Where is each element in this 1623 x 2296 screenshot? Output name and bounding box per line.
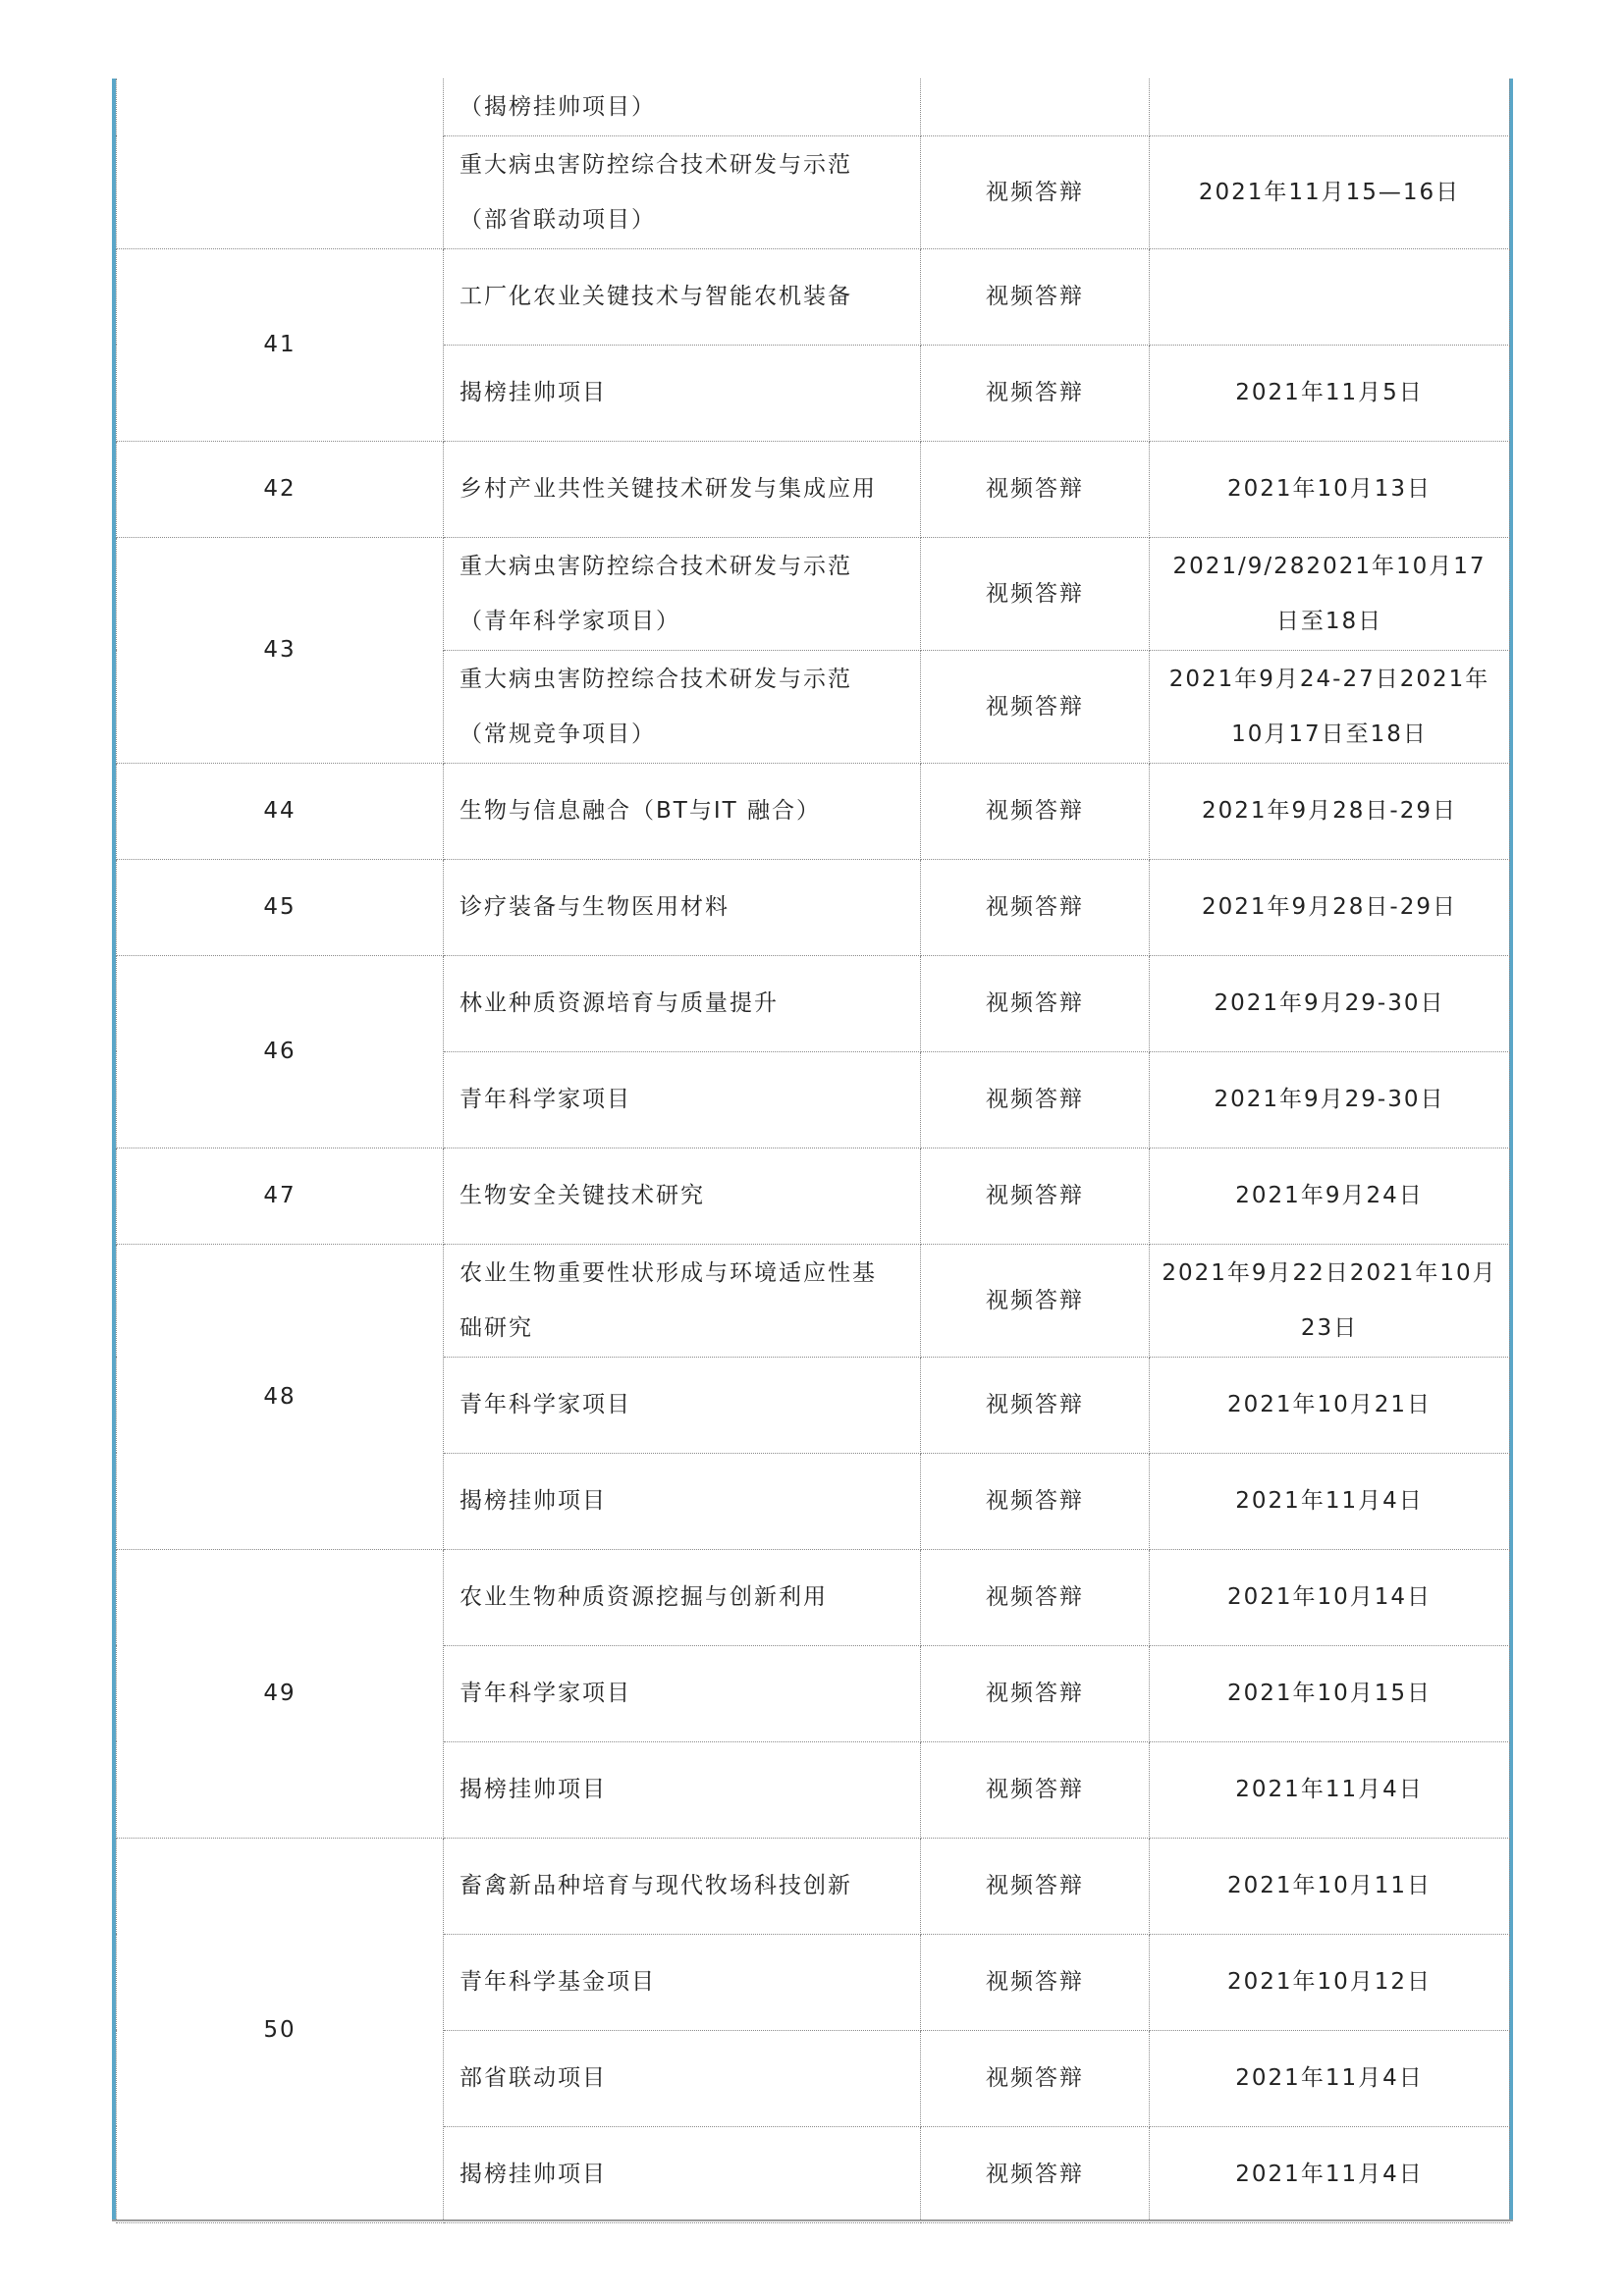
table-row [117,79,1510,135]
table-row [117,537,1510,650]
date-cell: 2021年11月15—16日 [1150,135,1510,248]
method-cell: 视频答辩 [921,955,1150,1051]
category-cell: 生物安全关键技术研究 [444,1148,921,1244]
date-cell [1150,248,1510,345]
table-row [117,1148,1510,1244]
method-cell: 视频答辩 [921,1549,1150,1645]
table-row [117,859,1510,955]
method-cell: 视频答辩 [921,1934,1150,2030]
category-cell: 工厂化农业关键技术与智能农机装备 [444,248,921,345]
table-row [117,763,1510,859]
item-number-cell: 50 [117,1838,444,2222]
category-cell: 畜禽新品种培育与现代牧场科技创新 [444,1838,921,1934]
item-number-cell: 47 [117,1148,444,1244]
category-cell: 青年科学基金项目 [444,1934,921,2030]
date-cell: 2021年9月24日 [1150,1148,1510,1244]
method-cell: 视频答辩 [921,2030,1150,2126]
method-cell: 视频答辩 [921,1148,1150,1244]
method-cell: 视频答辩 [921,345,1150,441]
date-cell: 2021年10月21日 [1150,1357,1510,1453]
date-cell: 2021年11月4日 [1150,1741,1510,1838]
date-cell: 2021年9月29-30日 [1150,1051,1510,1148]
category-cell: 重大病虫害防控综合技术研发与示范（常规竞争项目） [444,650,921,763]
item-number-cell: 43 [117,537,444,763]
method-cell: 视频答辩 [921,859,1150,955]
category-cell: 青年科学家项目 [444,1645,921,1741]
category-cell: 重大病虫害防控综合技术研发与示范（部省联动项目） [444,135,921,248]
method-cell [921,79,1150,135]
date-cell: 2021年9月22日2021年10月23日 [1150,1244,1510,1357]
category-cell: 诊疗装备与生物医用材料 [444,859,921,955]
category-cell: 青年科学家项目 [444,1051,921,1148]
date-cell: 2021年9月28日-29日 [1150,763,1510,859]
method-cell: 视频答辩 [921,248,1150,345]
category-cell: 林业种质资源培育与质量提升 [444,955,921,1051]
date-cell: 2021年11月4日 [1150,2030,1510,2126]
date-cell: 2021年9月29-30日 [1150,955,1510,1051]
method-cell: 视频答辩 [921,650,1150,763]
category-cell: 青年科学家项目 [444,1357,921,1453]
item-number-cell: 48 [117,1244,444,1549]
table-row [117,1838,1510,1934]
date-cell: 2021年9月28日-29日 [1150,859,1510,955]
category-cell: 揭榜挂帅项目 [444,2126,921,2222]
date-cell: 2021年9月24-27日2021年10月17日至18日 [1150,650,1510,763]
method-cell: 视频答辩 [921,1453,1150,1549]
category-cell: 乡村产业共性关键技术研发与集成应用 [444,441,921,537]
item-number-cell: 46 [117,955,444,1148]
method-cell: 视频答辩 [921,2126,1150,2222]
category-cell: 揭榜挂帅项目 [444,1453,921,1549]
method-cell: 视频答辩 [921,1645,1150,1741]
category-cell: 农业生物种质资源挖掘与创新利用 [444,1549,921,1645]
date-cell: 2021/9/282021年10月17日至18日 [1150,537,1510,650]
method-cell: 视频答辩 [921,1357,1150,1453]
method-cell: 视频答辩 [921,135,1150,248]
item-number-cell: 45 [117,859,444,955]
table-row [117,955,1510,1051]
table-row [117,441,1510,537]
date-cell: 2021年10月13日 [1150,441,1510,537]
item-number-cell: 41 [117,248,444,441]
method-cell: 视频答辩 [921,1838,1150,1934]
date-cell: 2021年11月5日 [1150,345,1510,441]
date-cell [1150,79,1510,135]
defense-schedule-table [116,79,1510,2223]
table-bottom-rule [112,2219,1513,2221]
method-cell: 视频答辩 [921,1051,1150,1148]
table-row [117,1244,1510,1357]
item-number-cell: 49 [117,1549,444,1838]
category-cell: 揭榜挂帅项目 [444,345,921,441]
item-number-cell: 42 [117,441,444,537]
category-cell: 农业生物重要性状形成与环境适应性基础研究 [444,1244,921,1357]
date-cell: 2021年11月4日 [1150,2126,1510,2222]
category-cell: 揭榜挂帅项目 [444,1741,921,1838]
item-number-cell [117,79,444,248]
method-cell: 视频答辩 [921,441,1150,537]
date-cell: 2021年10月11日 [1150,1838,1510,1934]
table-row [117,1549,1510,1645]
method-cell: 视频答辩 [921,537,1150,650]
method-cell: 视频答辩 [921,763,1150,859]
table-row [117,248,1510,345]
item-number-cell: 44 [117,763,444,859]
date-cell: 2021年10月14日 [1150,1549,1510,1645]
method-cell: 视频答辩 [921,1244,1150,1357]
category-cell: 部省联动项目 [444,2030,921,2126]
date-cell: 2021年10月12日 [1150,1934,1510,2030]
method-cell: 视频答辩 [921,1741,1150,1838]
category-cell: 重大病虫害防控综合技术研发与示范（青年科学家项目） [444,537,921,650]
category-cell: 生物与信息融合（BT与IT 融合） [444,763,921,859]
date-cell: 2021年11月4日 [1150,1453,1510,1549]
date-cell: 2021年10月15日 [1150,1645,1510,1741]
category-cell: （揭榜挂帅项目） [444,79,921,135]
